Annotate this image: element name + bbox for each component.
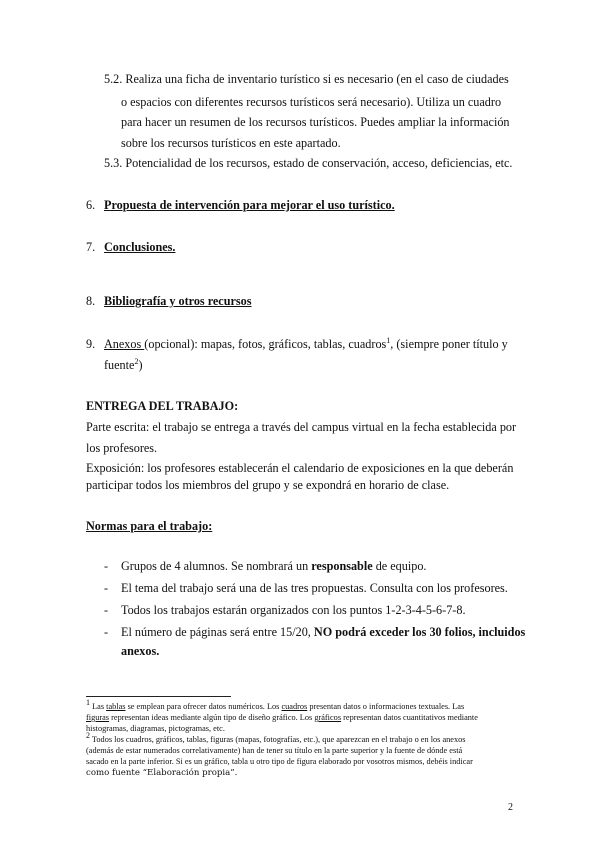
item-9-text bbox=[104, 336, 508, 352]
item-5-3: 5.3. Potencialidad de los recursos, estado de conservación, acceso, deficiencias, etc. bbox=[104, 156, 513, 170]
item-6-title: Propuesta de intervención para mejorar el uso turístico. bbox=[104, 198, 395, 212]
entrega-p1-line-2: los profesores. bbox=[86, 441, 158, 455]
bullet-4-pre: El número de páginas será entre 15/20, bbox=[121, 625, 314, 639]
bullet-1-dash: - bbox=[104, 559, 109, 573]
bullet-1-pre: Grupos de 4 alumnos. Se nombrará un bbox=[121, 559, 312, 573]
entrega-p1-line-1: Parte escrita: el trabajo se entrega a través del campus virtual en la fecha establecida por bbox=[86, 420, 517, 434]
item-7-number: 7. bbox=[86, 240, 96, 254]
footnote-1-text-b: se emplean para ofrecer datos numéricos. Los bbox=[125, 702, 282, 711]
bullet-1-bold: responsable bbox=[311, 559, 373, 573]
page-number: 2 bbox=[508, 802, 513, 813]
footnote-1-graficos: gráficos bbox=[314, 713, 342, 722]
footnote-2-text-1: Todos los cuadros, gráficos, tablas, figuras (mapas, fotografías, etc.), que aparezcan en el trabajo o en los anexos bbox=[90, 735, 466, 744]
entrega-p2-line-1: Exposición: los profesores establecerán el calendario de exposiciones en la que deberán bbox=[86, 461, 514, 475]
item-9-close: ) bbox=[138, 358, 143, 372]
bullet-3-dash: - bbox=[104, 603, 109, 617]
footnote-ref-2: 2 bbox=[134, 356, 139, 366]
item-9-number: 9. bbox=[86, 337, 96, 351]
footnote-1-text-a: Las bbox=[90, 702, 107, 711]
footnote-1-text-e: representan datos cuantitativos mediante bbox=[341, 713, 478, 722]
bullet-1-post: de equipo. bbox=[372, 559, 427, 573]
item-8-number: 8. bbox=[86, 294, 96, 308]
entrega-p2-line-2: participar todos los miembros del grupo y se expondrá en horario de clase. bbox=[86, 478, 450, 492]
footnote-1-line-1 bbox=[86, 698, 465, 713]
item-9-fuente: fuente bbox=[104, 358, 135, 372]
footnote-2-line-4: como fuente “Elaboración propia”. bbox=[86, 768, 238, 778]
item-5-2-line-1: 5.2. Realiza una ficha de inventario turístico si es necesario (en el caso de ciudades bbox=[104, 72, 509, 86]
item-9-anexos: Anexos bbox=[104, 337, 145, 351]
bullet-3: Todos los trabajos estarán organizados con los puntos 1-2-3-4-5-6-7-8. bbox=[121, 603, 466, 617]
footnote-1-tablas: tablas bbox=[106, 702, 126, 711]
item-5-2-line-2: o espacios con diferentes recursos turísticos será necesario). Utiliza un cuadro bbox=[121, 95, 502, 109]
bullet-4-line-2: anexos. bbox=[121, 644, 160, 658]
item-9-tail: , (siempre poner título y bbox=[390, 337, 508, 351]
item-5-2-line-4: sobre los recursos turísticos en este apartado. bbox=[121, 136, 341, 150]
normas-heading: Normas para el trabajo: bbox=[86, 519, 213, 533]
footnote-2-number: 2 bbox=[86, 731, 90, 741]
entrega-heading: ENTREGA DEL TRABAJO: bbox=[86, 399, 239, 413]
item-9-rest: (opcional): mapas, fotos, gráficos, tablas, cuadros bbox=[144, 337, 387, 351]
item-7-title: Conclusiones. bbox=[104, 240, 176, 254]
footnote-1-number: 1 bbox=[86, 698, 90, 708]
footnote-1-figuras: figuras bbox=[86, 713, 110, 722]
footnote-ref-1: 1 bbox=[386, 335, 391, 345]
item-6-number: 6. bbox=[86, 198, 96, 212]
bullet-2: El tema del trabajo será una de las tres propuestas. Consulta con los profesores. bbox=[121, 581, 508, 595]
footnote-2-line-2: (además de estar numerados correlativamente) han de tener su título en la parte superior y la fuente de dónde está bbox=[86, 746, 463, 755]
item-9-line-2 bbox=[104, 357, 143, 373]
bullet-4-dash: - bbox=[104, 625, 109, 639]
footnote-2-line-3: sacado en la parte inferior. Si es un gráfico, tabla u otro tipo de figura elaborado por vosotros mismos, debéis indicar bbox=[86, 757, 473, 766]
footnote-1-cuadros: cuadros bbox=[281, 702, 308, 711]
footnote-1-line-3: histogramas, diagramas, pictogramas, etc. bbox=[86, 724, 225, 733]
footnote-1-text-c: presentan datos o informaciones textuales. Las bbox=[307, 702, 465, 711]
bullet-4-bold: NO podrá exceder los 30 folios, incluidos bbox=[313, 625, 526, 639]
footnote-separator bbox=[86, 696, 231, 697]
item-8-title: Bibliografía y otros recursos bbox=[104, 294, 252, 308]
item-5-2-line-3: para hacer un resumen de los recursos turísticos. Puedes ampliar la información bbox=[121, 115, 510, 129]
bullet-4 bbox=[121, 624, 525, 640]
footnote-1-text-d: representan ideas mediante algún tipo de diseño gráfico. Los bbox=[109, 713, 315, 722]
bullet-1 bbox=[121, 558, 426, 574]
footnote-2-line-1 bbox=[86, 731, 466, 746]
bullet-2-dash: - bbox=[104, 581, 109, 595]
footnote-1-line-2 bbox=[86, 713, 478, 724]
